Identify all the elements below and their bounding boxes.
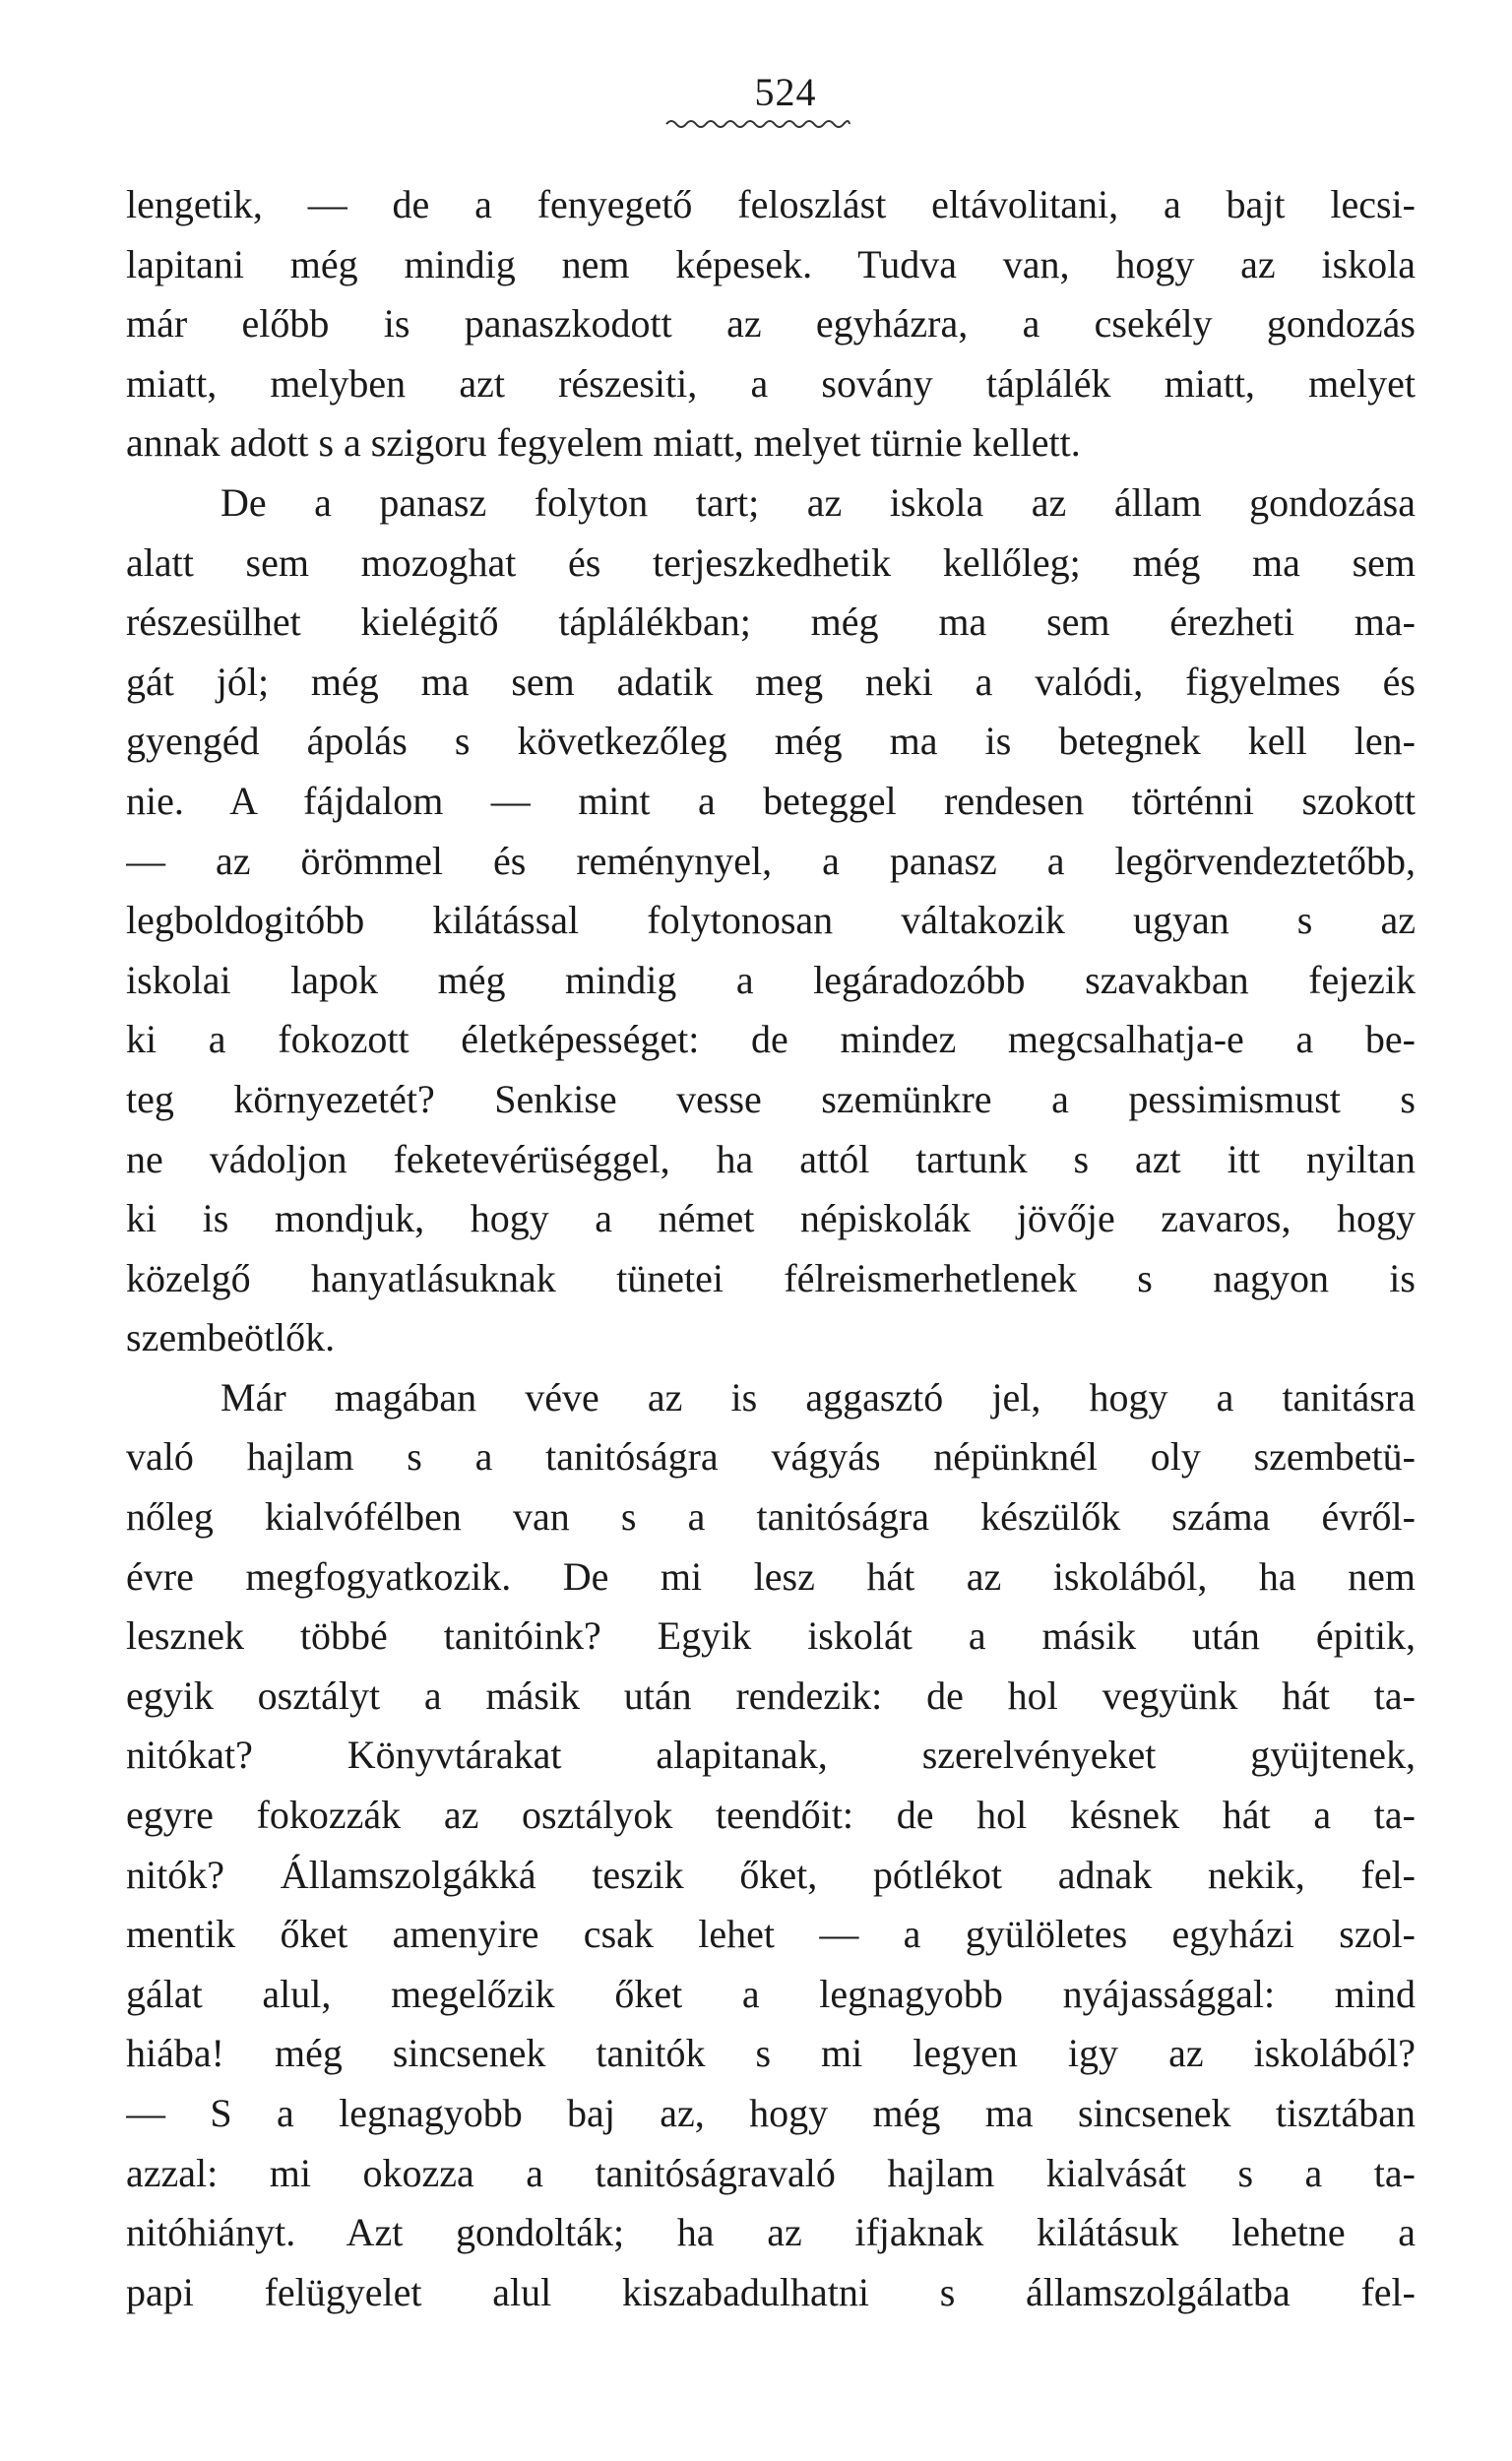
text-line: hiába! még sincsenek tanitók s mi legyen igy az iskolából?: [126, 2031, 1416, 2076]
text-line: gálat alul, megelőzik őket a legnagyobb nyájassággal: mind: [126, 1971, 1416, 2016]
text-line: nőleg kialvófélben van s a tanitóságra készülők száma évről-: [126, 1494, 1416, 1540]
text-line: ne vádoljon feketevérüséggel, ha attól tartunk s azt itt nyiltan: [126, 1136, 1416, 1181]
text-line: nitók? Államszolgákká teszik őket, pótlékot adnak nekik, fel-: [126, 1852, 1416, 1897]
text-line: mentik őket amenyire csak lehet — a gyülöletes egyházi szol-: [126, 1912, 1416, 1957]
text-line: egyre fokozzák az osztályok teendőit: de hol késnek hát a ta-: [126, 1793, 1416, 1838]
body-text: [126, 175, 1416, 2322]
text-line: egyik osztályt a másik után rendezik: de hol vegyünk hát ta-: [126, 1672, 1416, 1718]
text-line: teg környezetét? Senkise vesse szemünkre a pessimismust s: [126, 1076, 1416, 1121]
text-line: gyengéd ápolás s következőleg még ma is betegnek kell len-: [126, 719, 1416, 764]
text-line: annak adott s a szigoru fegyelem miatt, melyet türnie kellett.: [126, 420, 1081, 466]
text-line: — az örömmel és reménynyel, a panasz a legörvendeztetőbb,: [126, 838, 1416, 883]
page-header: [0, 69, 1512, 115]
wavy-ornament-icon: [664, 116, 851, 132]
text-line: De a panasz folyton tart; az iskola az állam gondozása: [220, 479, 1416, 525]
text-line: alatt sem mozoghat és terjeszkedhetik kellőleg; még ma sem: [126, 539, 1416, 585]
text-line: Már magában véve az is aggasztó jel, hogy a tanitásra: [220, 1374, 1416, 1420]
text-line: miatt, melyben azt részesiti, a sovány táplálék miatt, melyet: [126, 360, 1416, 406]
text-line: lesznek többé tanitóink? Egyik iskolát a másik után épitik,: [126, 1613, 1416, 1659]
text-line: évre megfogyatkozik. De mi lesz hát az iskolából, ha nem: [126, 1553, 1416, 1599]
text-line: nie. A fájdalom — mint a beteggel rendesen történni szokott: [126, 778, 1416, 823]
text-line: már előbb is panaszkodott az egyházra, a csekély gondozás: [126, 301, 1416, 347]
text-line: lapitani még mindig nem képesek. Tudva van, hogy az iskola: [126, 241, 1416, 286]
text-line: — S a legnagyobb baj az, hogy még ma sincsenek tisztában: [126, 2091, 1416, 2135]
text-line: legboldogitóbb kilátással folytonosan váltakozik ugyan s az: [126, 898, 1416, 943]
text-line: gát jól; még ma sem adatik meg neki a valódi, figyelmes és: [126, 659, 1416, 704]
text-line: nitókat? Könyvtárakat alapitanak, szerelvényeket gyüjtenek,: [126, 1733, 1416, 1778]
text-line: azzal: mi okozza a tanitóságravaló hajlam kialvását s a ta-: [126, 2150, 1416, 2195]
text-line: nitóhiányt. Azt gondolták; ha az ifjaknak kilátásuk lehetne a: [126, 2210, 1416, 2255]
text-line: iskolai lapok még mindig a legáradozóbb szavakban fejezik: [126, 957, 1416, 1002]
text-line: részesülhet kielégitő táplálékban; még ma sem érezheti ma-: [126, 599, 1416, 645]
text-line: papi felügyelet alul kiszabadulhatni s államszolgálatba fel-: [126, 2269, 1416, 2314]
page-number: 524: [754, 70, 817, 114]
text-line: lengetik, — de a fenyegető feloszlást eltávolitani, a bajt lecsi-: [126, 182, 1416, 226]
text-line: való hajlam s a tanitóságra vágyás népünknél oly szembetü-: [126, 1434, 1416, 1480]
text-line: szembeötlők.: [126, 1315, 336, 1360]
text-line: ki a fokozott életképességet: de mindez megcsalhatja-e a be-: [126, 1017, 1416, 1062]
text-line: ki is mondjuk, hogy a német népiskolák jövője zavaros, hogy: [126, 1196, 1416, 1241]
text-line: közelgő hanyatlásuknak tünetei félreismerhetlenek s nagyon is: [126, 1255, 1416, 1300]
